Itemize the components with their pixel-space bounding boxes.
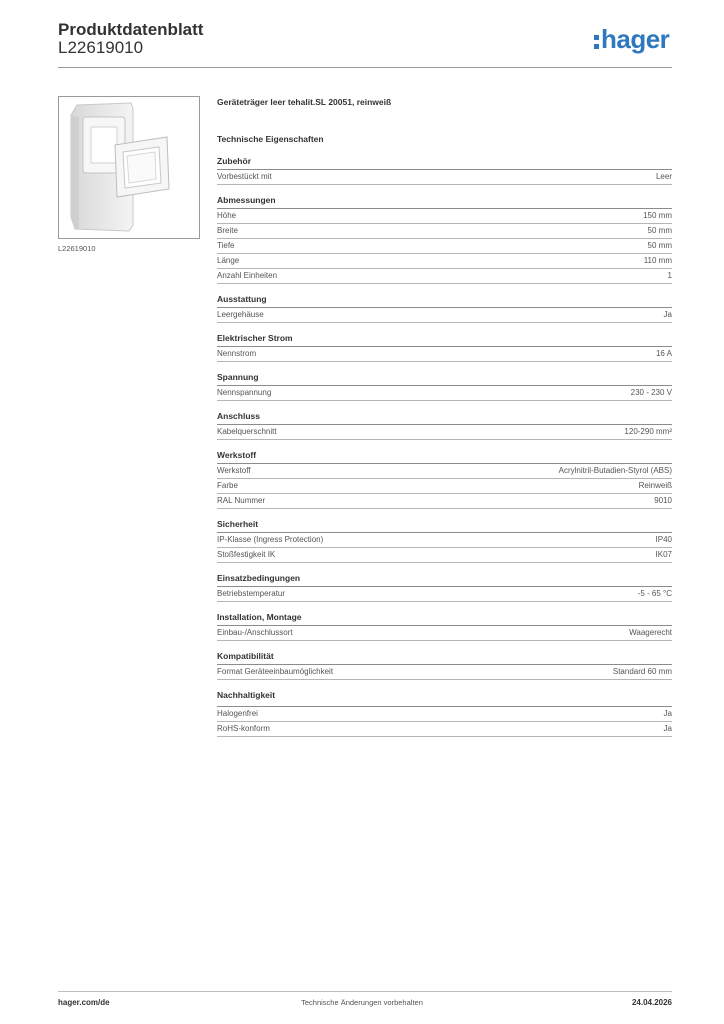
spec-group-title: Sicherheit: [217, 519, 672, 533]
spec-group: [217, 651, 672, 680]
spec-label: RAL Nummer: [217, 496, 266, 505]
spec-value: -5 - 65 °C: [637, 589, 672, 598]
spec-group-title: Elektrischer Strom: [217, 333, 672, 347]
spec-value: 50 mm: [647, 241, 672, 250]
spec-row: [217, 722, 672, 737]
device-carrier-illustration: [59, 97, 199, 238]
spec-value: 9010: [654, 496, 672, 505]
spec-label: Breite: [217, 226, 238, 235]
spec-label: Vorbestückt mit: [217, 172, 272, 181]
spec-value: 120-290 mm²: [624, 427, 672, 436]
spec-label: Nennstrom: [217, 349, 257, 358]
footer-divider: [58, 991, 672, 992]
spec-row: [217, 170, 672, 185]
spec-row: [217, 269, 672, 284]
spec-value: 110 mm: [643, 256, 672, 265]
spec-group-title: Nachhaltigkeit: [217, 690, 672, 707]
spec-row: [217, 707, 672, 722]
spec-row: [217, 308, 672, 323]
spec-label: Einbau-/Anschlussort: [217, 628, 293, 637]
logo-text: hager: [601, 24, 670, 54]
spec-value: Reinweiß: [638, 481, 672, 490]
spec-label: Anzahl Einheiten: [217, 271, 278, 280]
spec-group: [217, 411, 672, 440]
spec-group-title: Abmessungen: [217, 195, 672, 209]
spec-group-title: Spannung: [217, 372, 672, 386]
section-title: Technische Eigenschaften: [217, 134, 324, 144]
spec-value: IK07: [655, 550, 672, 559]
spec-group: [217, 195, 672, 284]
spec-row: [217, 665, 672, 680]
spec-group: [217, 519, 672, 563]
spec-value: 1: [667, 271, 672, 280]
spec-groups: [217, 156, 672, 737]
spec-label: RoHS-konform: [217, 724, 270, 733]
spec-group-title: Ausstattung: [217, 294, 672, 308]
spec-group: [217, 294, 672, 323]
spec-label: Betriebstemperatur: [217, 589, 286, 598]
spec-group: [217, 156, 672, 185]
page-title: Produktdatenblatt: [58, 20, 204, 39]
spec-label: Länge: [217, 256, 240, 265]
spec-label: Kabelquerschnitt: [217, 427, 277, 436]
spec-row: [217, 533, 672, 548]
spec-value: Ja: [663, 310, 672, 319]
spec-label: Format Geräteeinbaumöglichkeit: [217, 667, 334, 676]
spec-label: Stoßfestigkeit IK: [217, 550, 276, 559]
spec-label: Höhe: [217, 211, 237, 220]
spec-group: [217, 573, 672, 602]
spec-row: [217, 386, 672, 401]
spec-row: [217, 425, 672, 440]
footer-website: hager.com/de: [58, 998, 110, 1007]
spec-group: [217, 612, 672, 641]
header-divider: [58, 67, 672, 68]
spec-row: [217, 209, 672, 224]
spec-group: [217, 450, 672, 509]
spec-value: Standard 60 mm: [612, 667, 672, 676]
footer-notice: Technische Änderungen vorbehalten: [301, 998, 423, 1007]
spec-label: Leergehäuse: [217, 310, 264, 319]
spec-label: Farbe: [217, 481, 238, 490]
image-caption: L22619010: [58, 244, 96, 253]
spec-label: Halogenfrei: [217, 709, 258, 718]
spec-value: 230 - 230 V: [630, 388, 672, 397]
spec-row: [217, 479, 672, 494]
spec-group-title: Kompatibilität: [217, 651, 672, 665]
spec-group-title: Einsatzbedingungen: [217, 573, 672, 587]
spec-value: 50 mm: [647, 226, 672, 235]
footer-date: 24.04.2026: [631, 998, 672, 1007]
spec-row: [217, 626, 672, 641]
spec-row: [217, 239, 672, 254]
spec-row: [217, 587, 672, 602]
specification-sheet: [217, 96, 672, 737]
spec-group: [217, 372, 672, 401]
spec-value: Ja: [663, 709, 672, 718]
spec-row: [217, 224, 672, 239]
spec-label: Werkstoff: [217, 466, 251, 475]
spec-value: Acrylnitril-Butadien-Styrol (ABS): [558, 466, 672, 475]
spec-group-title: Anschluss: [217, 411, 672, 425]
spec-value: 16 A: [655, 349, 672, 358]
spec-value: Leer: [655, 172, 672, 181]
spec-label: Nennspannung: [217, 388, 272, 397]
product-name: Geräteträger leer tehalit.SL 20051, reinweiß: [217, 97, 392, 107]
spec-value: IP40: [655, 535, 672, 544]
spec-value: 150 mm: [643, 211, 672, 220]
spec-group-title: Installation, Montage: [217, 612, 672, 626]
hager-logo: [594, 25, 669, 53]
spec-group-title: Werkstoff: [217, 450, 672, 464]
spec-value: Ja: [663, 724, 672, 733]
logo-dots-icon: [594, 35, 599, 49]
product-code: L22619010: [58, 38, 144, 57]
spec-label: Tiefe: [217, 241, 235, 250]
spec-value: Waagerecht: [629, 628, 672, 637]
spec-group-title: Zubehör: [217, 156, 672, 170]
spec-row: [217, 347, 672, 362]
spec-group: [217, 690, 672, 737]
spec-row: [217, 464, 672, 479]
spec-group: [217, 333, 672, 362]
spec-label: IP-Klasse (Ingress Protection): [217, 535, 324, 544]
spec-row: [217, 494, 672, 509]
spec-row: [217, 254, 672, 269]
product-image: [58, 96, 200, 239]
spec-row: [217, 548, 672, 563]
